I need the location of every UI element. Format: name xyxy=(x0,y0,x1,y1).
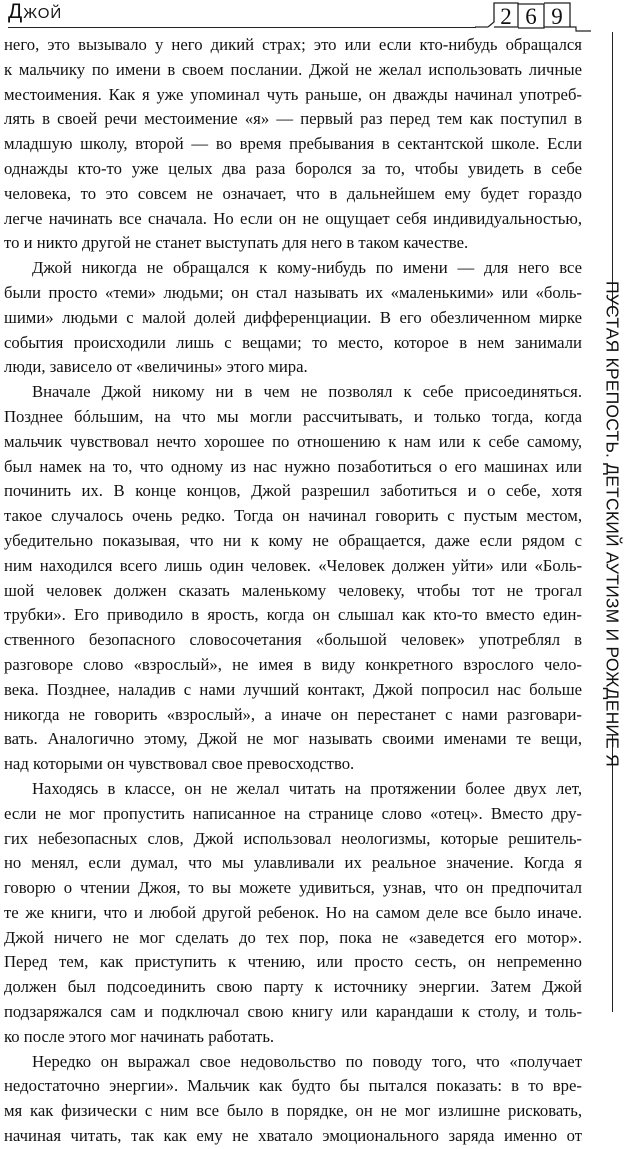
text-line: Вначале Джой никому ни в чем не позволял к себе присоединяться. xyxy=(32,382,582,402)
text-line: ко после этого мог начинать работать. xyxy=(4,1026,275,1046)
text-line: никогда не говорить «взрослый», а иначе он перестанет с нами разговари- xyxy=(4,704,582,724)
text-line: младшую школу, второй — во время пребывания в сектантской школе. Если xyxy=(4,134,582,154)
text-line: Нередко он выражал свое недовольство по поводу того, что «получает xyxy=(32,1051,582,1071)
running-title-text: ПУСТАЯ КРЕПОСТЬ. ДЕТСКИЙ АУТИЗМ И РОЖДЕНИЕ Я xyxy=(602,281,623,767)
paragraph xyxy=(4,256,582,380)
text-line: трубки». Его приводило в ярость, когда он слышал как кто-то вместо един- xyxy=(4,605,582,625)
text-line: разговоре слово «взрослый», не имея в виду конкретного взрослого чело- xyxy=(4,654,582,674)
page-digit: 9 xyxy=(551,4,563,29)
running-title xyxy=(597,281,627,767)
text-line: однажды кто-то уже целых два раза боролся за то, чтобы увидеть в себе xyxy=(4,158,582,178)
margin-rule-bottom xyxy=(612,735,613,1012)
text-line: Джой ничего не мог сделать до тех пор, пока не «заведется его мотор». xyxy=(4,927,582,947)
text-line: починить их. В конце концов, Джой разрешил заботиться и о себе, хотя xyxy=(4,481,582,501)
page-header-title: Джой xyxy=(8,0,63,23)
text-line: над которыми он чувствовал свое превосходство. xyxy=(4,754,355,774)
text-line: если не мог пропустить написанное на странице слово «отец». Вместо дру- xyxy=(4,803,582,823)
text-line: гих небезопасных слов, Джой использовал неологизмы, которые решитель- xyxy=(4,828,582,848)
text-line: вать. Аналогично этому, Джой не мог называть своими именами те вещи, xyxy=(4,729,582,749)
text-line: человека, то это совсем не означает, что в дальнейшем ему будет гораздо xyxy=(4,183,582,203)
text-line: такое случалось очень редко. Тогда он начинал говорить с пустым местом, xyxy=(4,506,582,526)
text-line: должен был подсоединить свою парту к источнику энергии. Затем Джой xyxy=(4,977,582,997)
text-line: шой человек должен сказать маленькому человеку, чтобы тот не трогал xyxy=(4,580,582,600)
text-line: убедительно показывая, что ни к кому не обращается, даже если рядом с xyxy=(4,530,582,550)
text-line: но менял, если думал, что мы улавливали их реальное значение. Когда я xyxy=(4,853,582,873)
text-line: ственного безопасного словосочетания «большой человек» употреблял в xyxy=(4,630,582,650)
text-line: Находясь в классе, он не желал читать на протяжении более двух лет, xyxy=(32,778,582,798)
text-line: подзаряжался сам и подключал свою книгу или карандаши к столу, и толь- xyxy=(4,1002,582,1022)
text-line: события происходили лишь с вещами; то место, которое в нем занимали xyxy=(4,332,582,352)
text-line: мя как физически с ним все было в порядке, он не мог излишне рисковать, xyxy=(4,1101,582,1121)
text-line: лять в своей речи местоимение «я» — первый раз перед тем как поступил в xyxy=(4,109,582,129)
text-line: говорю о чтении Джоя, то вы можете удивиться, узнав, что он предпочитал xyxy=(4,878,582,898)
paragraph xyxy=(4,1050,582,1149)
header-rule xyxy=(8,27,476,28)
text-line: ним находился всего лишь один человек. «Человек должен уйти» или «Боль- xyxy=(4,555,582,575)
text-line: века. Позднее, наладив с нами лучший контакт, Джой попросил нас больше xyxy=(4,679,582,699)
page-digit: 6 xyxy=(525,4,537,29)
text-line: люди, зависело от «величины» этого мира. xyxy=(4,357,308,377)
text-line: был намек на то, что одному из нас нужно позаботиться о его машинах или xyxy=(4,456,582,476)
margin-rule-top xyxy=(612,32,613,314)
text-line: шими» людьми с малой долей дифференциации. В его обезличенном мирке xyxy=(4,307,582,327)
text-line: то и никто другой не станет выступать для него в таком качестве. xyxy=(4,233,469,253)
text-line: были просто «теми» людьми; он стал называть их «маленькими» или «боль- xyxy=(4,282,582,302)
page-digit: 2 xyxy=(500,4,512,29)
text-line: Джой никогда не обращался к кому-нибудь по имени — для него все xyxy=(32,258,582,278)
text-line: Позднее бóльшим, на что мы могли рассчитывать, и только тогда, когда xyxy=(4,406,582,426)
text-line: те же книги, что и любой другой ребенок. Но на самом деле все было иначе. xyxy=(4,902,582,922)
text-line: легче начинать все сначала. Но если он не ощущает себя индивидуальностью, xyxy=(4,208,582,228)
paragraph xyxy=(4,380,582,777)
paragraph xyxy=(4,33,582,256)
text-line: мальчик чувствовал нечто хорошее по отношению к нам или к себе самому, xyxy=(4,431,582,451)
text-line: Перед тем, как приступить к чтению, или просто сесть, он непременно xyxy=(4,952,582,972)
text-line: него, это вызывало у него дикий страх; это или если кто-нибудь обращался xyxy=(4,35,582,54)
text-line: недостаточно энергии». Мальчик как будто бы пытался показать: в то вре- xyxy=(4,1076,582,1096)
text-line: к мальчику по имени в своем послании. Джой не желал использовать личные xyxy=(4,59,582,79)
text-line: начиная читать, так как ему не хватало эмоционального заряда именно от xyxy=(4,1126,582,1146)
text-line: местоимения. Как я уже упоминал чуть раньше, он дважды начинал употреб- xyxy=(4,84,582,104)
body-text xyxy=(4,33,582,1149)
page-number xyxy=(473,0,588,32)
paragraph xyxy=(4,777,582,1050)
